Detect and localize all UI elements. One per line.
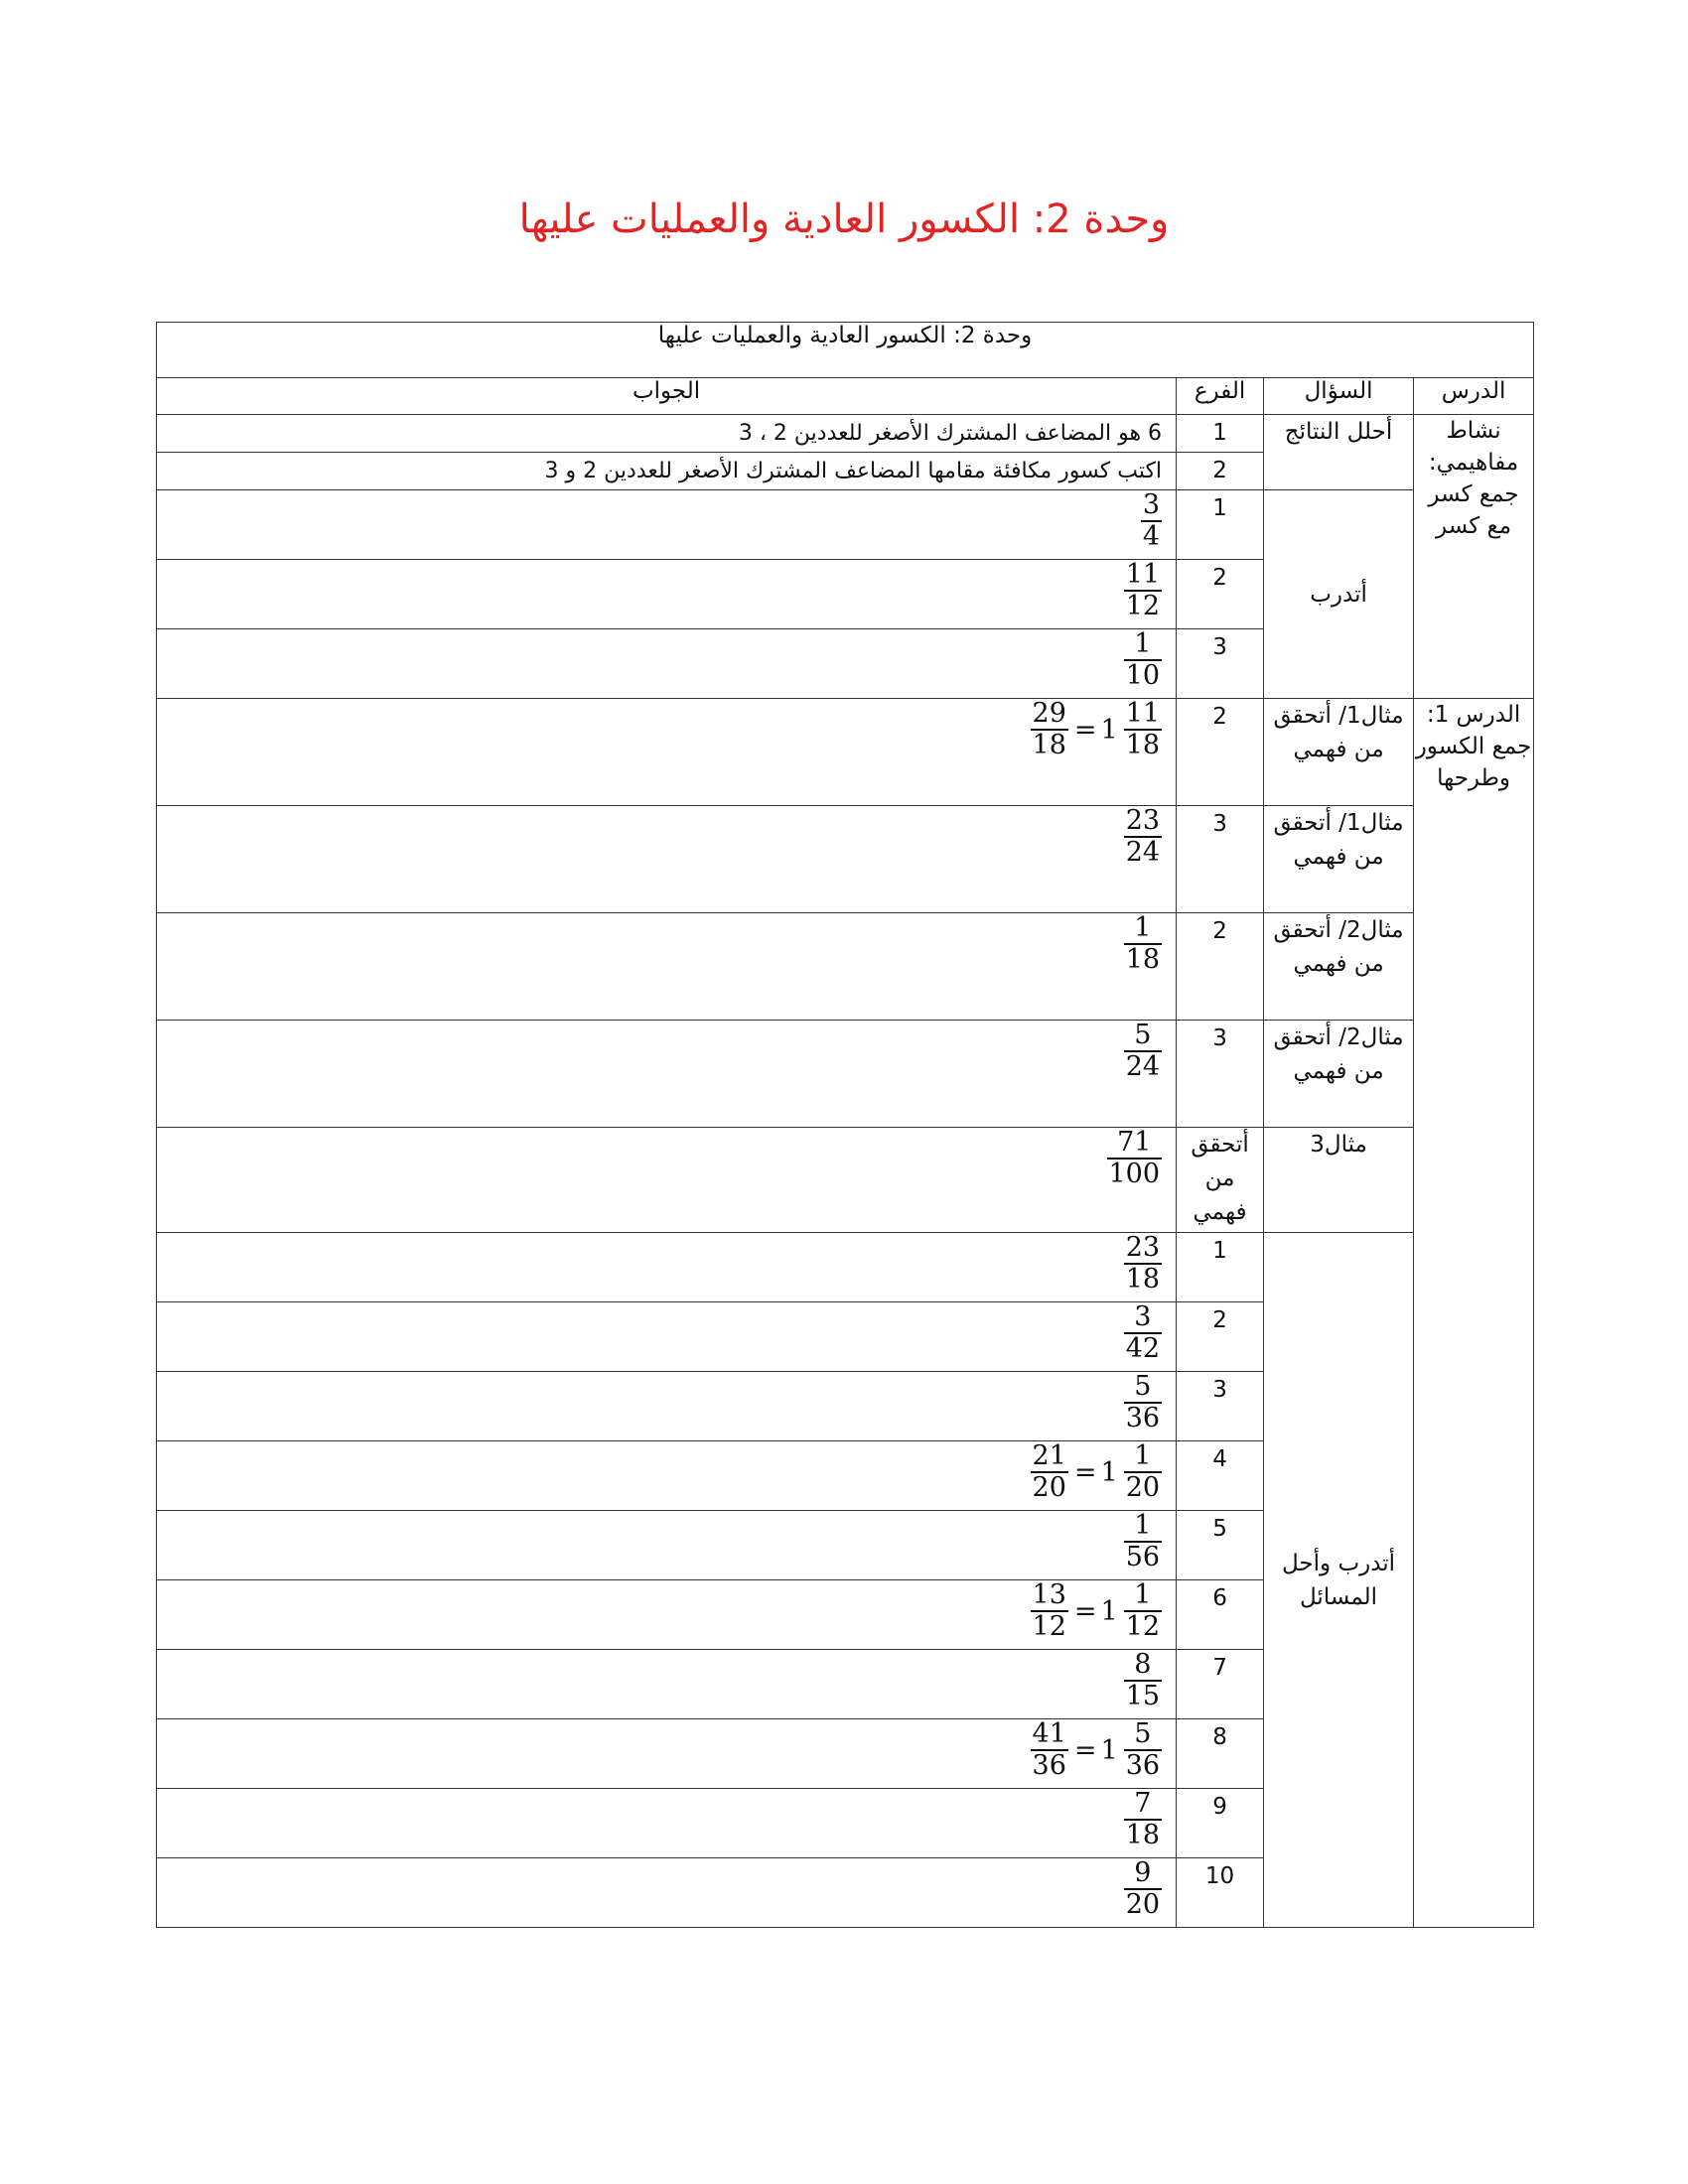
branch-cell: 9 (1177, 1789, 1264, 1858)
fraction: $\frac{5}{24}$ (1125, 1020, 1161, 1082)
table-row (157, 1128, 1534, 1233)
branch-cell: 3 (1177, 629, 1264, 699)
answer-cell (157, 1233, 1177, 1302)
fraction: $\frac{13}{12}$ = 1 $\frac{1}{12}$ (1032, 1579, 1161, 1642)
lesson-cell: نشاط مفاهيمي: جمع كسر مع كسر (1414, 415, 1534, 699)
answer-cell (157, 699, 1177, 806)
lesson-cell: الدرس 1: جمع الكسور وطرحها (1414, 699, 1534, 1928)
answer-cell (157, 1021, 1177, 1128)
fraction: $\frac{3}{42}$ (1125, 1301, 1161, 1364)
question-cell: أتدرب (1264, 490, 1414, 699)
table-row (157, 1021, 1534, 1128)
branch-cell: 8 (1177, 1719, 1264, 1789)
table-row (157, 806, 1534, 913)
fraction: $\frac{29}{18}$ = 1 $\frac{11}{18}$ (1032, 698, 1161, 760)
table-row (157, 490, 1534, 560)
fraction: $\frac{21}{20}$ = 1 $\frac{1}{20}$ (1032, 1440, 1161, 1503)
header-row (157, 378, 1534, 415)
branch-cell: 2 (1177, 1302, 1264, 1372)
table-title-row (157, 323, 1534, 378)
answer-cell (157, 1511, 1177, 1580)
fraction: $\frac{5}{36}$ (1125, 1371, 1161, 1433)
answer-cell (157, 1128, 1177, 1233)
answer-cell (157, 560, 1177, 629)
branch-cell: 2 (1177, 560, 1264, 629)
question-cell: مثال1/ أتحقق من فهمي (1264, 806, 1414, 913)
answer-cell (157, 629, 1177, 699)
table-row (157, 415, 1534, 453)
fraction: $\frac{11}{12}$ (1125, 559, 1161, 621)
fraction: $\frac{23}{18}$ (1125, 1232, 1161, 1295)
fraction: $\frac{3}{4}$ (1142, 489, 1161, 552)
branch-cell: 1 (1177, 415, 1264, 453)
table-row (157, 913, 1534, 1021)
branch-cell: 2 (1177, 453, 1264, 490)
answer-cell (157, 1719, 1177, 1789)
answer-cell (157, 806, 1177, 913)
answer-cell (157, 490, 1177, 560)
branch-cell: 3 (1177, 1372, 1264, 1441)
branch-cell: 5 (1177, 1511, 1264, 1580)
answer-cell (157, 1441, 1177, 1511)
fraction: $\frac{1}{56}$ (1125, 1510, 1161, 1572)
answer-cell (157, 913, 1177, 1021)
answer-cell (157, 1650, 1177, 1719)
branch-cell: 2 (1177, 699, 1264, 806)
branch-cell: 2 (1177, 913, 1264, 1021)
header-branch: الفرع (1177, 378, 1264, 415)
fraction: $\frac{8}{15}$ (1125, 1649, 1161, 1711)
question-cell: مثال2/ أتحقق من فهمي (1264, 913, 1414, 1021)
answer-cell: اكتب كسور مكافئة مقامها المضاعف المشترك الأصغر للعددين 2 و 3 (157, 453, 1177, 490)
branch-cell: 3 (1177, 1021, 1264, 1128)
answer-cell (157, 1580, 1177, 1650)
question-cell: أتدرب وأحل المسائل (1264, 1233, 1414, 1928)
branch-cell: 1 (1177, 490, 1264, 560)
branch-cell: أتحقق من فهمي (1177, 1128, 1264, 1233)
answer-cell (157, 1789, 1177, 1858)
table-row (157, 699, 1534, 806)
question-cell: مثال2/ أتحقق من فهمي (1264, 1021, 1414, 1128)
question-cell: أحلل النتائج (1264, 415, 1414, 490)
answers-table (156, 322, 1534, 1928)
fraction: $\frac{41}{36}$ = 1 $\frac{5}{36}$ (1032, 1718, 1161, 1781)
fraction: $\frac{7}{18}$ (1125, 1788, 1161, 1850)
header-lesson: الدرس (1414, 378, 1534, 415)
fraction: $\frac{23}{24}$ (1125, 805, 1161, 868)
answer-cell (157, 1858, 1177, 1928)
question-cell: مثال1/ أتحقق من فهمي (1264, 699, 1414, 806)
table-title: وحدة 2: الكسور العادية والعمليات عليها (157, 323, 1534, 378)
fraction: $\frac{1}{10}$ (1125, 628, 1161, 691)
answer-cell (157, 1302, 1177, 1372)
fraction: $\frac{9}{20}$ (1125, 1857, 1161, 1920)
fraction: $\frac{1}{18}$ (1125, 912, 1161, 975)
branch-cell: 10 (1177, 1858, 1264, 1928)
table-row (157, 1233, 1534, 1302)
answer-cell (157, 1372, 1177, 1441)
question-cell: مثال3 (1264, 1128, 1414, 1233)
branch-cell: 1 (1177, 1233, 1264, 1302)
header-answer: الجواب (157, 378, 1177, 415)
fraction: $\frac{71}{100}$ (1108, 1127, 1161, 1189)
branch-cell: 7 (1177, 1650, 1264, 1719)
page-title: وحدة 2: الكسور العادية والعمليات عليها (518, 197, 1170, 242)
answer-cell: 6 هو المضاعف المشترك الأصغر للعددين 2 ، 3 (157, 415, 1177, 453)
branch-cell: 4 (1177, 1441, 1264, 1511)
branch-cell: 3 (1177, 806, 1264, 913)
header-question: السؤال (1264, 378, 1414, 415)
branch-cell: 6 (1177, 1580, 1264, 1650)
